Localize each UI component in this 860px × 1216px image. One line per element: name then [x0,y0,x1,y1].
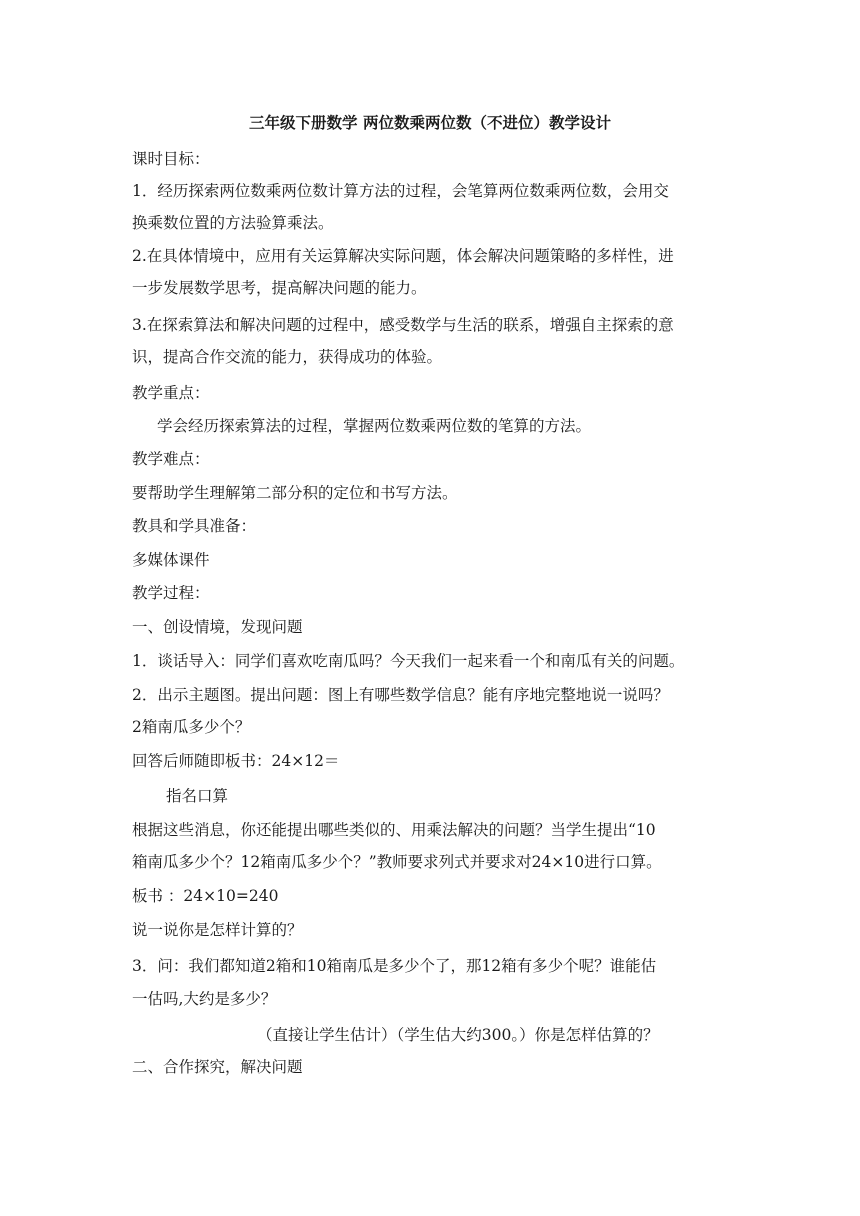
section-heading: 教学过程： [132,584,210,602]
section-heading: 教学重点： [132,384,210,402]
paragraph-line: 根据这些消息，你还能提出哪些类似的、用乘法解决的问题？当学生提出“10 [132,821,656,839]
paragraph-line: 识，提高合作交流的能力，获得成功的体验。 [132,348,443,366]
paragraph-line: 3.在探索算法和解决问题的过程中，感受数学与生活的联系，增强自主探索的意 [132,316,674,334]
section-heading: 教学难点： [132,450,210,468]
section-heading: 二、合作探究，解决问题 [132,1058,303,1076]
paragraph-line: 多媒体课件 [132,551,210,569]
paragraph-line: 1．经历探索两位数乘两位数计算方法的过程，会笔算两位数乘两位数，会用交 [132,182,669,200]
paragraph-line: 箱南瓜多少个？12箱南瓜多少个？”教师要求列式并要求对24×10进行口算。 [132,853,662,871]
paragraph-line: 换乘数位置的方法验算乘法。 [132,214,334,232]
section-heading: 教具和学具准备： [132,517,257,535]
paragraph-line: 2．出示主题图。提出问题：图上有哪些数学信息？能有序地完整地说一说吗？ [132,686,669,704]
document-title: 三年级下册数学 两位数乘两位数（不进位）教学设计 [249,114,611,132]
paragraph-line: 1．谈话导入：同学们喜欢吃南瓜吗？今天我们一起来看一个和南瓜有关的问题。 [132,652,685,670]
paragraph-line: 一步发展数学思考，提高解决问题的能力。 [132,279,427,297]
paragraph-line: 学会经历探索算法的过程，掌握两位数乘两位数的笔算的方法。 [157,417,592,435]
paragraph-line: 回答后师随即板书：24×12＝ [132,752,340,770]
paragraph-line: 板书 ：24×10=240 [132,887,279,905]
paragraph-line: 指名口算 [166,787,229,805]
paragraph-line: 一估吗,大约是多少？ [132,990,277,1008]
paragraph-line: 说一说你是怎样计算的？ [132,921,303,939]
paragraph-line: 2箱南瓜多少个？ [132,718,251,736]
paragraph-line: 要帮助学生理解第二部分积的定位和书写方法。 [132,484,458,502]
paragraph-line: 2.在具体情境中，应用有关运算解决实际问题，体会解决问题策略的多样性，进 [132,247,674,265]
paragraph-line: （直接让学生估计）（学生估大约300。）你是怎样估算的？ [257,1026,659,1044]
paragraph-line: 3．问：我们都知道2箱和10箱南瓜是多少个了，那12箱有多少个呢？谁能估 [132,957,657,975]
paragraph-line: 一、创设情境，发现问题 [132,618,303,636]
section-heading: 课时目标： [132,150,210,168]
